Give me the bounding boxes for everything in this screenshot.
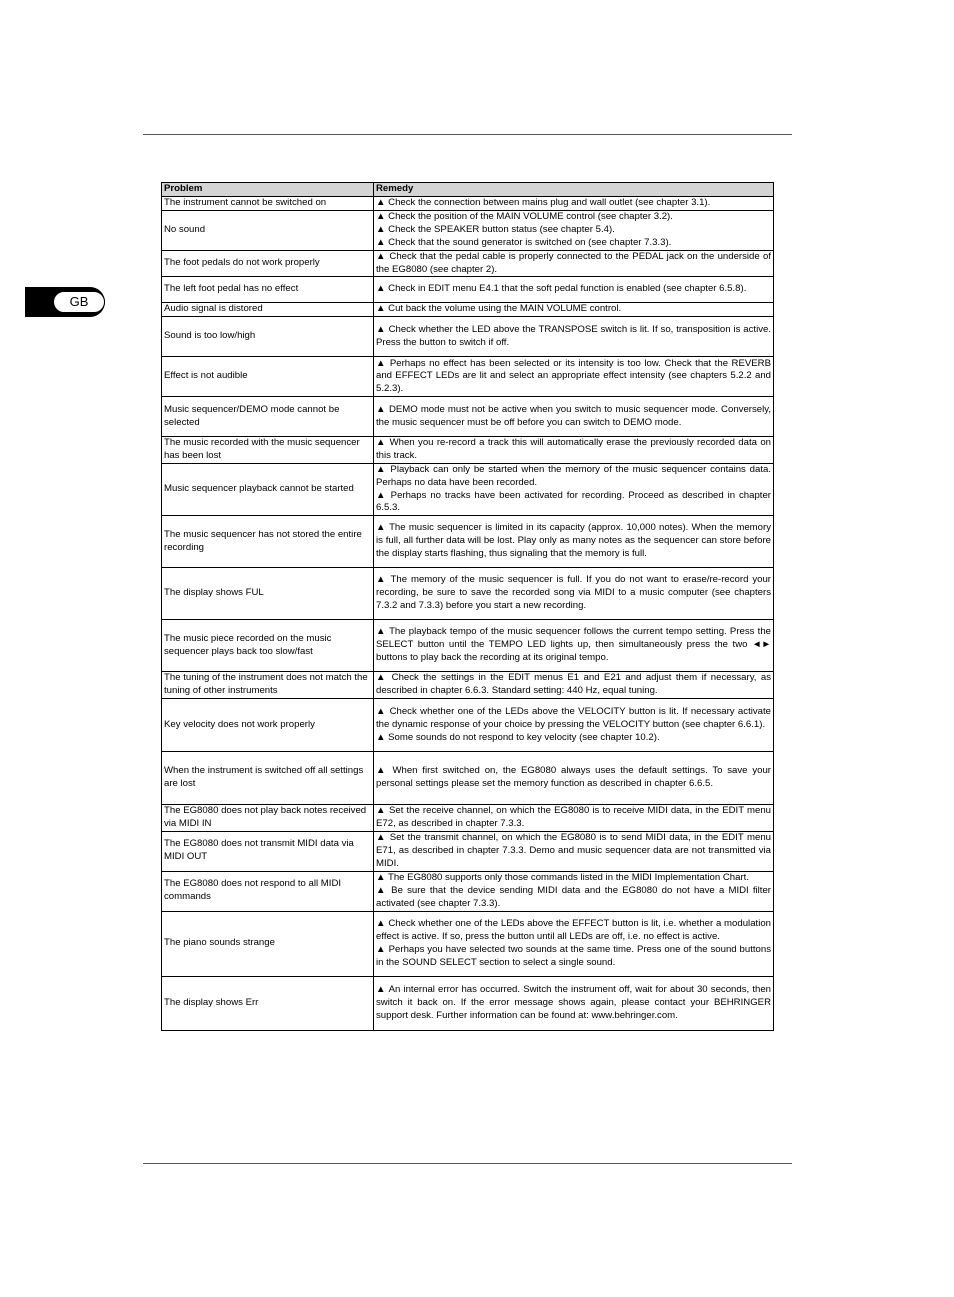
remedy-text: ▲ An internal error has occurred. Switch the instrument off, wait for about 30 seconds, then switch it back on. If the error message shows again, please contact your BEHRINGER support desk. Further information can be found at: www.behringer.com. xyxy=(376,984,771,1021)
remedy-text: ▲ Playback can only be started when the memory of the music sequencer contains data. Perhaps no data have been recorded. xyxy=(376,463,771,488)
remedy-text: ▲ Check the connection between mains plug and wall outlet (see chapter 3.1). xyxy=(376,196,711,208)
remedy-text: ▲ Perhaps you have selected two sounds at the same time. Press one of the sound buttons in the SOUND SELECT section to select a single sound. xyxy=(376,943,771,968)
remedy-cell xyxy=(374,620,774,672)
remedy-text: ▲ Set the receive channel, on which the EG8080 is to receive MIDI data, in the EDIT menu E72, as described in chapter 7.3.3. xyxy=(376,805,771,829)
remedy-text: ▲ The music sequencer is limited in its capacity (approx. 10,000 notes). When the memory is full, all further data will be lost. Play only as many notes as the sequencer can store before the display starts flashing, thus signaling that the memory is full. xyxy=(376,522,771,560)
remedy-text: ▲ When you re-record a track this will automatically erase the previously recorded data on this track. xyxy=(376,437,771,462)
problem-cell: Music sequencer/DEMO mode cannot be selected xyxy=(162,397,374,437)
problem-cell: The left foot pedal has no effect xyxy=(162,277,374,303)
table-row xyxy=(162,357,774,397)
problem-cell: Audio signal is distored xyxy=(162,303,374,317)
remedy-cell xyxy=(374,250,774,277)
remedy-text: ▲ Perhaps no effect has been selected or its intensity is too low. Check that the REVERB and EFFECT LEDs are lit and select an appropriate effect intensity (see chapters 5.2.2 and 5.2.3). xyxy=(376,357,771,395)
table-row xyxy=(162,568,774,620)
remedy-text: ▲ Perhaps no tracks have been activated for recording. Proceed as described in chapter 6.5.3. xyxy=(376,489,771,514)
problem-cell: The EG8080 does not respond to all MIDI commands xyxy=(162,871,374,911)
header-remedy: Remedy xyxy=(374,183,774,197)
table-row xyxy=(162,871,774,911)
problem-cell: No sound xyxy=(162,210,374,250)
problem-cell: When the instrument is switched off all settings are lost xyxy=(162,752,374,805)
problem-cell: Music sequencer playback cannot be started xyxy=(162,463,374,515)
table-row xyxy=(162,463,774,515)
table-row xyxy=(162,805,774,832)
remedy-text: ▲ Check the settings in the EDIT menus E1 and E21 and adjust them if necessary, as described in chapter 6.6.3. Standard setting: 440 Hz, equal tuning. xyxy=(376,672,771,697)
remedy-cell xyxy=(374,752,774,805)
remedy-text: ▲ Cut back the volume using the MAIN VOLUME control. xyxy=(376,303,622,315)
remedy-cell xyxy=(374,210,774,250)
table-row xyxy=(162,196,774,210)
remedy-cell xyxy=(374,277,774,303)
remedy-cell xyxy=(374,516,774,568)
remedy-cell xyxy=(374,699,774,752)
table-row xyxy=(162,831,774,871)
problem-cell: Key velocity does not work properly xyxy=(162,699,374,752)
remedy-text: ▲ Set the transmit channel, on which the EG8080 is to send MIDI data, in the EDIT menu E71, as described in chapter 7.3.3. Demo and music sequencer data are not transmitted via MIDI. xyxy=(376,832,771,869)
table-row xyxy=(162,672,774,699)
top-rule xyxy=(143,134,792,135)
remedy-text: ▲ DEMO mode must not be active when you switch to music sequencer mode. Conversely, the music sequencer must be off before you can switch to DEMO mode. xyxy=(376,404,771,428)
table-row xyxy=(162,752,774,805)
remedy-cell xyxy=(374,976,774,1030)
table-row xyxy=(162,397,774,437)
problem-cell: Effect is not audible xyxy=(162,357,374,397)
table-row xyxy=(162,437,774,464)
problem-cell: The EG8080 does not play back notes received via MIDI IN xyxy=(162,805,374,832)
remedy-cell xyxy=(374,357,774,397)
remedy-cell xyxy=(374,317,774,357)
remedy-text: ▲ The playback tempo of the music sequencer follows the current tempo setting. Press the SELECT button until the TEMPO LED lights up, then simultaneously press the two ◄► buttons to play back the recording at its original tempo. xyxy=(376,626,771,664)
troubleshooting-table xyxy=(161,182,774,1031)
table-header-row xyxy=(162,183,774,197)
remedy-text: ▲ Check the SPEAKER button status (see chapter 5.4). xyxy=(376,223,615,235)
remedy-cell xyxy=(374,463,774,515)
table-row xyxy=(162,620,774,672)
remedy-cell xyxy=(374,303,774,317)
problem-cell: The piano sounds strange xyxy=(162,911,374,976)
problem-cell: The EG8080 does not transmit MIDI data via MIDI OUT xyxy=(162,831,374,871)
remedy-cell xyxy=(374,397,774,437)
problem-cell: The instrument cannot be switched on xyxy=(162,196,374,210)
table-row xyxy=(162,976,774,1030)
table-row xyxy=(162,317,774,357)
language-label: GB xyxy=(53,291,105,313)
remedy-text: ▲ Check whether the LED above the TRANSPOSE switch is lit. If so, transposition is active. Press the button to switch if off. xyxy=(376,324,771,348)
remedy-cell xyxy=(374,871,774,911)
problem-cell: The display shows Err xyxy=(162,976,374,1030)
header-problem: Problem xyxy=(162,183,374,197)
remedy-cell xyxy=(374,196,774,210)
remedy-cell xyxy=(374,831,774,871)
problem-cell: The music piece recorded on the music sequencer plays back too slow/fast xyxy=(162,620,374,672)
remedy-text: ▲ Check that the sound generator is switched on (see chapter 7.3.3). xyxy=(376,236,672,248)
remedy-text: ▲ Check whether one of the LEDs above the VELOCITY button is lit. If necessary activate the dynamic response of your choice by pressing the VELOCITY button (see chapter 6.6.1). xyxy=(376,705,771,730)
table-row xyxy=(162,210,774,250)
remedy-text: ▲ Some sounds do not respond to key velocity (see chapter 10.2). xyxy=(376,731,660,743)
remedy-text: ▲ Check in EDIT menu E4.1 that the soft pedal function is enabled (see chapter 6.5.8). xyxy=(376,283,747,295)
remedy-cell xyxy=(374,568,774,620)
problem-cell: The display shows FUL xyxy=(162,568,374,620)
remedy-text: ▲ Check the position of the MAIN VOLUME control (see chapter 3.2). xyxy=(376,211,673,223)
problem-cell: The music recorded with the music sequencer has been lost xyxy=(162,437,374,464)
remedy-text: ▲ Check whether one of the LEDs above the EFFECT button is lit, i.e. whether a modulation effect is active. If so, press the button until all LEDs are off, i.e. no effect is active. xyxy=(376,918,771,942)
remedy-text: ▲ The memory of the music sequencer is full. If you do not want to erase/re-record your recording, be sure to save the recorded song via MIDI to a music computer (see chapters 7.3.2 and 7.3.3) before you start a new recording. xyxy=(376,574,771,612)
table-row xyxy=(162,911,774,976)
problem-cell: The music sequencer has not stored the entire recording xyxy=(162,516,374,568)
bottom-rule xyxy=(143,1163,792,1164)
table-row xyxy=(162,277,774,303)
problem-cell: The tuning of the instrument does not match the tuning of other instruments xyxy=(162,672,374,699)
remedy-text: ▲ Be sure that the device sending MIDI data and the EG8080 do not have a MIDI filter activated (see chapter 7.3.3). xyxy=(376,884,771,909)
remedy-text: ▲ The EG8080 supports only those commands listed in the MIDI Implementation Chart. xyxy=(376,872,749,884)
problem-cell: The foot pedals do not work properly xyxy=(162,250,374,277)
remedy-cell xyxy=(374,437,774,464)
remedy-text: ▲ Check that the pedal cable is properly connected to the PEDAL jack on the underside of the EG8080 (see chapter 2). xyxy=(376,250,771,275)
problem-cell: Sound is too low/high xyxy=(162,317,374,357)
remedy-cell xyxy=(374,911,774,976)
language-badge xyxy=(25,287,105,317)
remedy-cell xyxy=(374,805,774,832)
table-row xyxy=(162,303,774,317)
remedy-cell xyxy=(374,672,774,699)
table-row xyxy=(162,699,774,752)
table-row xyxy=(162,516,774,568)
remedy-text: ▲ When first switched on, the EG8080 always uses the default settings. To save your personal settings please set the memory function as described in chapter 6.6.5. xyxy=(376,765,771,790)
table-row xyxy=(162,250,774,277)
